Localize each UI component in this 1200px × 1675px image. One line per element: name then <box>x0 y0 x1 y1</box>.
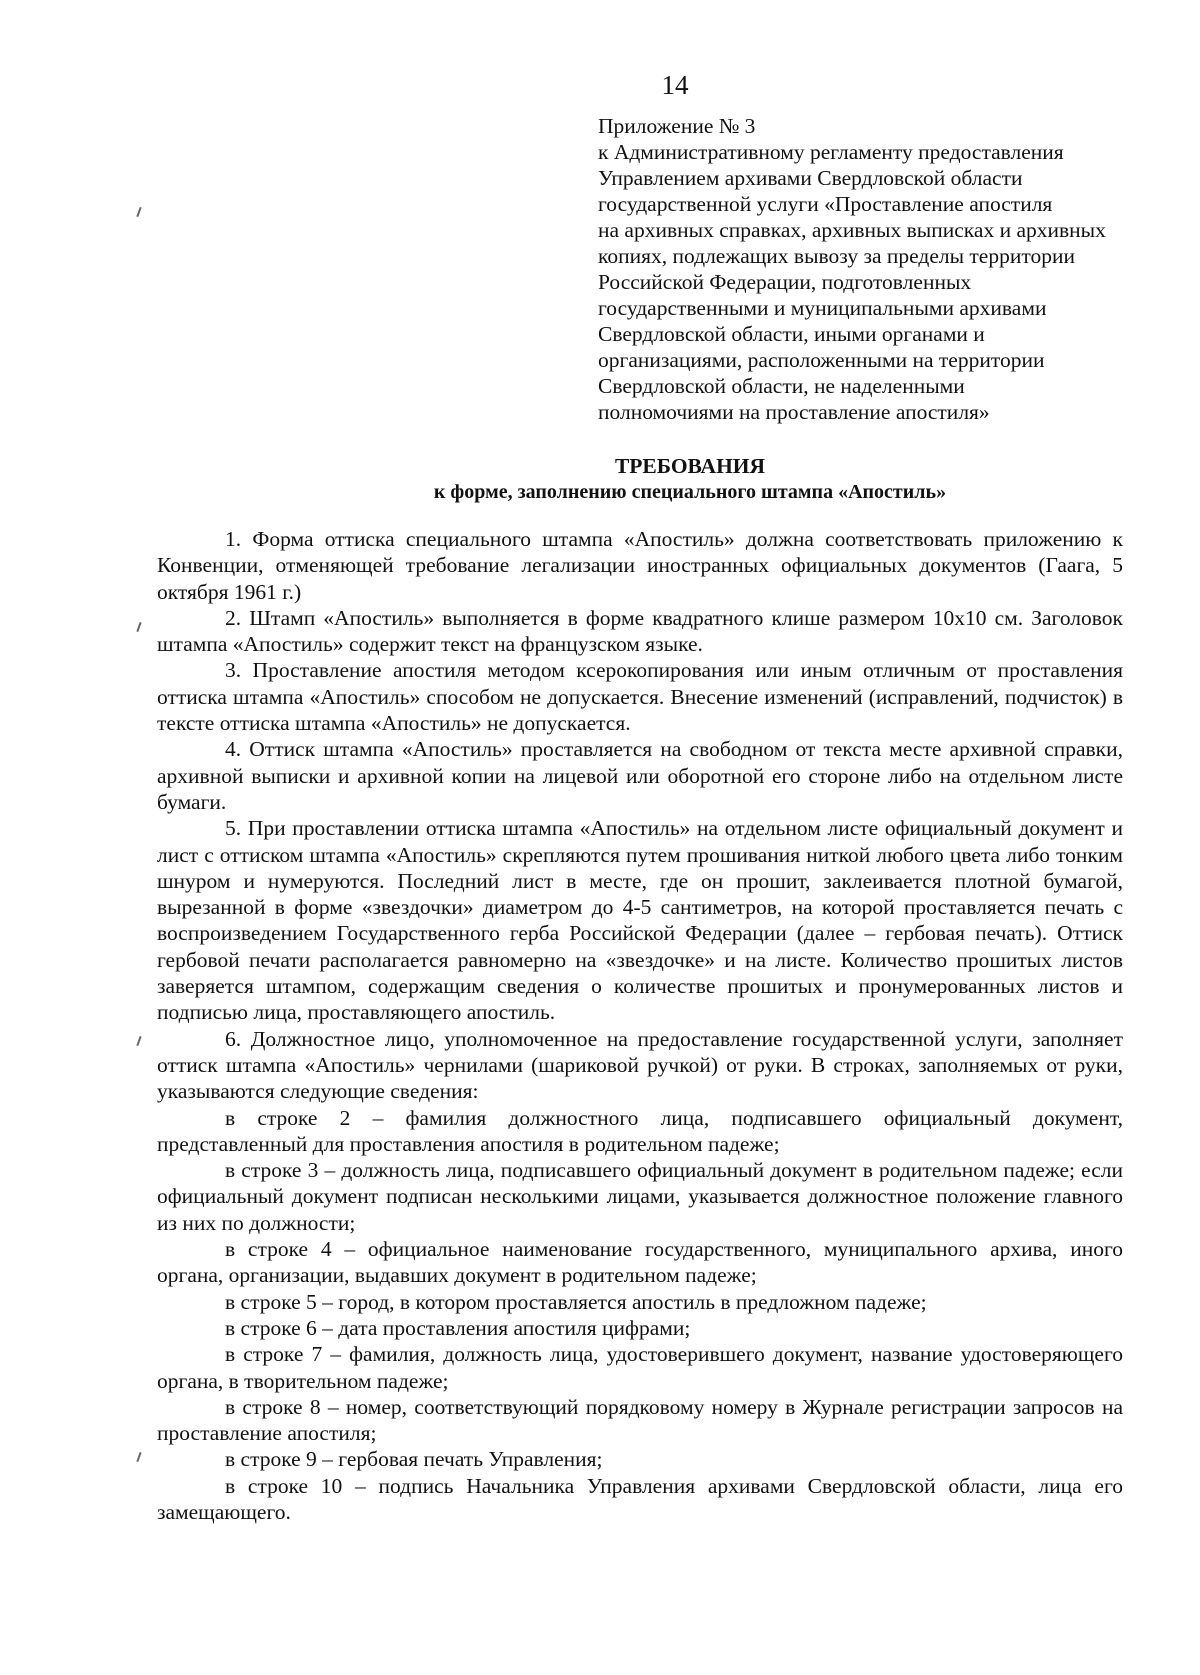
paragraph: в строке 3 – должность лица, подписавшего официальный документ в родительном падеже; если официальный документ подписан несколькими лицами, указывается должностное положение главного из них по должности; <box>157 1158 1123 1235</box>
appendix-line: Управлением архивами Свердловской области <box>598 166 1023 190</box>
heading-title: ТРЕБОВАНИЯ <box>614 454 766 478</box>
scan-mark <box>136 622 141 632</box>
paragraph: в строке 5 – город, в котором проставляется апостиль в предложном падеже; <box>225 1289 927 1314</box>
page-number-text: 14 <box>661 70 689 100</box>
page-number <box>0 70 1200 100</box>
paragraph: 3. Проставление апостиля методом ксерокопирования или иным отличным от проставления оттиска штампа «Апостиль» способом не допускается. Внесение изменений (исправлений, подчисток) в тексте оттиска штампа «Апостиль» не допускается. <box>157 658 1123 736</box>
scan-mark <box>136 1452 141 1462</box>
appendix-block <box>598 113 1138 425</box>
appendix-line: Приложение № 3 <box>598 114 756 138</box>
paragraph: в строке 4 – официальное наименование государственного, муниципального архива, иного органа, организации, выдавших документ в родительном падеже; <box>157 1237 1123 1288</box>
appendix-line: Свердловской области, не наделенными <box>598 374 965 398</box>
paragraph: 6. Должностное лицо, уполномоченное на предоставление государственной услуги, заполняет оттиск штампа «Апостиль» чернилами (шариковой ручкой) от руки. В строках, заполняемых от руки, указываются следующие сведения: <box>157 1026 1123 1104</box>
paragraph: в строке 7 – фамилия, должность лица, удостоверившего документ, название удостоверяющего органа, в творительном падеже; <box>157 1342 1123 1393</box>
appendix-line: Свердловской области, иными органами и <box>598 322 985 346</box>
paragraph: в строке 2 – фамилия должностного лица, подписавшего официальный документ, представленный для проставления апостиля в родительном падеже; <box>157 1105 1123 1156</box>
appendix-line: государственной услуги «Проставление апостиля <box>598 192 1053 216</box>
document-heading <box>0 453 1200 505</box>
paragraph: в строке 9 – гербовая печать Управления; <box>225 1447 603 1472</box>
scan-mark <box>136 1036 141 1046</box>
paragraph: 4. Оттиск штампа «Апостиль» проставляется на свободном от текста месте архивной справки, архивной выписки и архивной копии на лицевой или оборотной его стороне либо на отдельном листе бумаги. <box>157 737 1123 814</box>
heading-subtitle: к форме, заполнению специального штампа «Апостиль» <box>433 481 947 503</box>
paragraph: в строке 10 – подпись Начальника Управления архивами Свердловской области, лица его замещающего. <box>157 1473 1123 1524</box>
paragraph: 1. Форма оттиска специального штампа «Апостиль» должна соответствовать приложению к Конвенции, отменяющей требование легализации иностранных официальных документов (Гаага, 5 октября 1961 г.) <box>157 527 1123 604</box>
appendix-line: организациями, расположенными на территории <box>598 348 1045 372</box>
document-body <box>157 526 1123 1525</box>
appendix-line: на архивных справках, архивных выписках и архивных <box>598 218 1106 242</box>
scan-mark <box>136 207 141 217</box>
paragraph: в строке 6 – дата проставления апостиля цифрами; <box>225 1315 691 1340</box>
appendix-line: Российской Федерации, подготовленных <box>598 270 972 294</box>
appendix-line: полномочиями на проставление апостиля» <box>598 400 990 424</box>
appendix-line: копиях, подлежащих вывозу за пределы территории <box>598 244 1075 268</box>
paragraph: в строке 8 – номер, соответствующий порядковому номеру в Журнале регистрации запросов на проставление апостиля; <box>157 1394 1123 1446</box>
appendix-line: государственными и муниципальными архивами <box>598 296 1047 320</box>
appendix-line: к Административному регламенту предоставления <box>598 140 1064 164</box>
paragraph: 5. При проставлении оттиска штампа «Апостиль» на отдельном листе официальный документ и лист с оттиском штампа «Апостиль» скрепляются путем прошивания ниткой любого цвета либо тонким шнуром и нумеруются. Последний лист в месте, где он прошит, заклеивается плотной бумагой, вырезанной в форме «звездочки» диаметром до 4-5 сантиметров, на которой проставляется печать с воспроизведением Государственного герба Российской Федерации (далее – гербовая печать). Оттиск гербовой печати располагается равномерно на «звездочке» и на листе. Количество прошитых листов заверяется штампом, содержащим сведения о количестве прошитых и пронумерованных листов и подписью лица, проставляющего апостиль. <box>157 816 1123 1025</box>
paragraph: 2. Штамп «Апостиль» выполняется в форме квадратного клише размером 10x10 см. Заголовок штампа «Апостиль» содержит текст на французском языке. <box>157 605 1123 657</box>
